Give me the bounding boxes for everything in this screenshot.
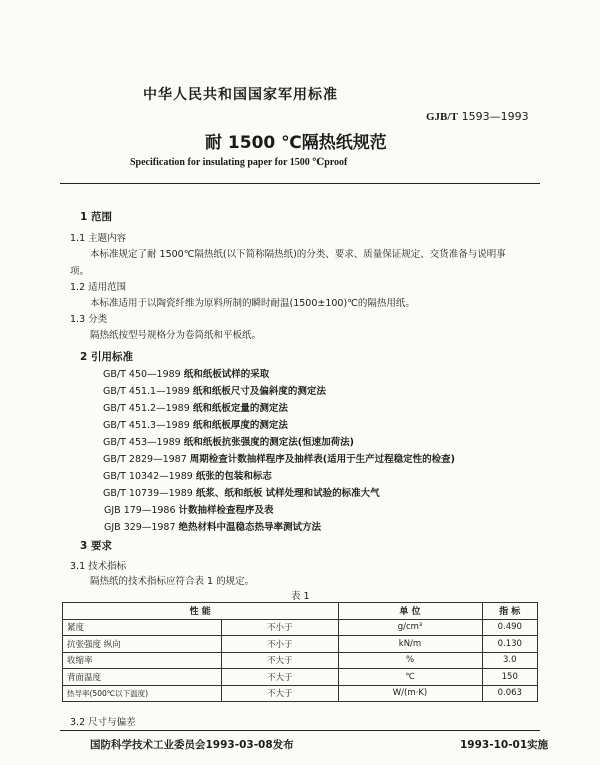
reference-code: GB/T 453—1989: [103, 437, 181, 448]
limit-cell: 不大于: [222, 669, 339, 686]
value-cell: 0.490: [482, 619, 538, 636]
reference-item: [103, 383, 326, 397]
reference-title: 纸浆、纸和纸板 试样处理和试验的标准大气: [195, 488, 380, 499]
table-row: [63, 685, 538, 702]
standard-code-number: 1593—1993: [461, 110, 529, 123]
footer-divider: [60, 730, 540, 731]
section-1-2-text: 本标准适用于以陶瓷纤维为原料所制的瞬时耐温(1500±100)℃的隔热用纸。: [90, 298, 415, 309]
unit-cell: g/cm³: [338, 619, 482, 636]
table-row: [63, 652, 538, 669]
reference-title: 纸张的包装和标志: [195, 471, 272, 482]
reference-title: 纸和纸板厚度的测定法: [192, 420, 288, 431]
table-header-unit: 单 位: [338, 603, 482, 620]
unit-cell: W/(m·K): [338, 685, 482, 702]
property-cell: 背面温度: [63, 669, 222, 686]
value-cell: 0.063: [482, 685, 538, 702]
section-1-1-text-cont: 项。: [70, 266, 90, 277]
limit-cell: 不小于: [222, 619, 339, 636]
document-title-zh: 耐 1500 ℃隔热纸规范: [205, 133, 387, 153]
technical-spec-table: [62, 602, 538, 702]
section-1-2-heading: 1.2 适用范围: [70, 282, 127, 293]
reference-title: 纸和纸板尺寸及偏斜度的测定法: [192, 386, 326, 397]
reference-code: GB/T 451.2—1989: [103, 403, 190, 414]
reference-code: GB/T 2829—1987: [103, 454, 187, 465]
section-1-heading: 1 范围: [80, 211, 112, 223]
reference-title: 绝热材料中温稳态热导率测试方法: [178, 522, 322, 533]
property-cell: 紧度: [63, 619, 222, 636]
section-3-heading: 3 要求: [80, 540, 112, 552]
reference-code: GB/T 451.1—1989: [103, 386, 190, 397]
section-3-1-heading: 3.1 技术指标: [70, 561, 127, 572]
reference-item: [103, 468, 272, 482]
value-cell: 3.0: [482, 652, 538, 669]
table-header-value: 指 标: [482, 603, 538, 620]
limit-cell: 不大于: [222, 685, 339, 702]
standard-code: [426, 110, 529, 123]
table-row: [63, 669, 538, 686]
reference-code: GJB 329—1987: [104, 522, 176, 533]
table-row: [63, 619, 538, 636]
table-row: [63, 636, 538, 653]
limit-cell: 不小于: [222, 636, 339, 653]
reference-item: [103, 400, 288, 414]
reference-title: 纸和纸板定量的测定法: [192, 403, 288, 414]
standard-body-title: 中华人民共和国国家军用标准: [143, 87, 338, 103]
table-header-property: 性 能: [63, 603, 339, 620]
table-caption: 表 1: [291, 591, 310, 602]
property-cell: 收缩率: [63, 652, 222, 669]
reference-title: 纸和纸板试样的采取: [183, 369, 270, 380]
property-cell: 抗张强度 纵向: [63, 636, 222, 653]
header-divider: [60, 183, 540, 184]
reference-item: [103, 366, 269, 380]
unit-cell: ℃: [338, 669, 482, 686]
reference-code: GB/T 10739—1989: [103, 488, 193, 499]
section-1-1-text: 本标准规定了耐 1500℃隔热纸(以下简称隔热纸)的分类、要求、质量保证规定、交货准备与说明事: [90, 249, 506, 260]
reference-title: 纸和纸板抗张强度的测定法(恒速加荷法): [183, 437, 354, 448]
reference-title: 计数抽样检查程序及表: [178, 505, 274, 516]
value-cell: 150: [482, 669, 538, 686]
unit-cell: %: [338, 652, 482, 669]
table-header-row: [63, 603, 538, 620]
document-title-en: Specification for insulating paper for 1500 ℃proof: [130, 157, 348, 168]
reference-item: [103, 485, 380, 499]
section-3-1-text: 隔热纸的技术指标应符合表 1 的规定。: [90, 576, 255, 587]
reference-item: [103, 451, 455, 465]
reference-code: GB/T 451.3—1989: [103, 420, 190, 431]
issue-info: 国防科学技术工业委员会1993-03-08发布: [90, 739, 294, 751]
property-cell: 热导率(500℃以下温度): [63, 685, 222, 702]
section-3-2-heading: 3.2 尺寸与偏差: [70, 717, 136, 728]
reference-title: 周期检查计数抽样程序及抽样表(适用于生产过程稳定性的检查): [189, 454, 455, 465]
reference-code: GB/T 10342—1989: [103, 471, 193, 482]
section-1-3-text: 隔热纸按型号规格分为卷筒纸和平板纸。: [90, 330, 262, 341]
section-1-3-heading: 1.3 分类: [70, 314, 108, 325]
value-cell: 0.130: [482, 636, 538, 653]
reference-item: [104, 502, 274, 516]
reference-item: [103, 434, 354, 448]
unit-cell: kN/m: [338, 636, 482, 653]
reference-code: GJB 179—1986: [104, 505, 176, 516]
reference-code: GB/T 450—1989: [103, 369, 181, 380]
section-1-1-heading: 1.1 主题内容: [70, 233, 127, 244]
section-2-heading: 2 引用标准: [80, 351, 133, 363]
limit-cell: 不大于: [222, 652, 339, 669]
reference-item: [104, 519, 321, 533]
effective-date: 1993-10-01实施: [460, 739, 549, 751]
reference-item: [103, 417, 288, 431]
standard-code-prefix: GJB/T: [426, 111, 458, 123]
